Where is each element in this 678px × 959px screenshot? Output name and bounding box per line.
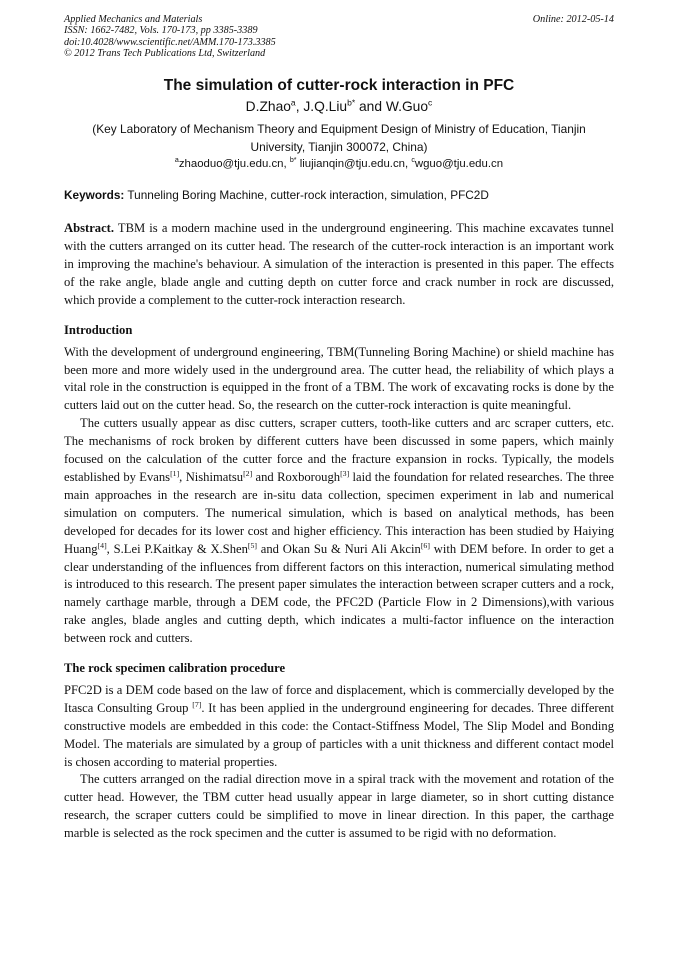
copyright-line: © 2012 Trans Tech Publications Ltd, Switzerland bbox=[64, 47, 266, 59]
email-address[interactable]: liujianqin@tju.edu.cn bbox=[296, 158, 405, 171]
email-list bbox=[64, 156, 614, 173]
citation-ref: [7] bbox=[192, 699, 202, 709]
online-date: Online: 2012-05-14 bbox=[532, 14, 614, 25]
paragraph-text: and Roxborough bbox=[252, 469, 341, 484]
citation-ref: [4] bbox=[97, 540, 107, 550]
paragraph-text: , S.Lei P.Kaitkay & X.Shen bbox=[106, 541, 248, 556]
author-list bbox=[64, 97, 614, 117]
paragraph: The cutters arranged on the radial direction move in a spiral track with the movement and rotation of the cutter head. However, the TBM cutter head usually appear in large diameter, so in short cutting distance research, the scraper cutters could be simplified to move in linear direction. In this paper, the carthage marble is selected as the rock specimen and the cutter is assumed to be rigid with no deformation. bbox=[64, 772, 614, 841]
abstract bbox=[64, 220, 614, 310]
paragraph: With the development of underground engineering, TBM(Tunneling Boring Machine) or shield machine has been more and more widely used in the underground area. The cutter head, the reliability of which plays a vital role in the construction is equipped in the front of a TBM. The work of excavating rocks is done by the cutters laid out on the cutter head. So, the research on the cutter-rock interaction is quite meaningful. bbox=[64, 344, 614, 413]
paragraph-text: , Nishimatsu bbox=[179, 469, 244, 484]
issn-line: ISSN: 1662-7482, Vols. 170-173, pp 3385-3389 bbox=[64, 25, 258, 37]
introduction-section bbox=[64, 344, 614, 648]
author-name: D.Zhao bbox=[245, 99, 291, 115]
paragraph-text: . It has been applied in the underground engineering for decades. Three different constructive models are embedded in this code: the Contact-Stiffness Model, The Slip Model and Bonding Model. The materials are simulated by a group of particles with a unit thickness and different contact model is chosen according to material properties. bbox=[64, 700, 614, 769]
section-heading-calibration: The rock specimen calibration procedure bbox=[64, 661, 286, 676]
section-heading-introduction: Introduction bbox=[64, 322, 133, 337]
citation-ref: [2] bbox=[243, 468, 253, 478]
email-address[interactable]: zhaoduo@tju.edu.cn bbox=[178, 158, 284, 171]
email-separator: , bbox=[283, 158, 290, 171]
keywords-text: Tunneling Boring Machine, cutter-rock interaction, simulation, PFC2D bbox=[124, 188, 489, 203]
paragraph-text: laid the foundation for related researches. The three main approaches in the research are in-situ data collection, specimen experiment in lab and numerical simulation on computers. The numerical simulation, which is based on analytical methods, has been developed for decades for its lower cost and higher efficiency. This interaction has been studied by Haiying Huang bbox=[64, 469, 615, 556]
author-name: J.Q.Liu bbox=[303, 99, 348, 115]
paragraph-text: PFC2D is a DEM code based on the law of force and displacement, which is commercially developed by the Itasca Consulting Group bbox=[64, 682, 614, 715]
affiliation: (Key Laboratory of Mechanism Theory and Equipment Design of Ministry of Education, Tianjin University, Tianjin 300072, China) bbox=[92, 122, 586, 154]
abstract-label: Abstract. bbox=[64, 221, 115, 236]
paragraph bbox=[64, 415, 614, 648]
author-separator: , bbox=[295, 99, 304, 115]
citation-ref: [1] bbox=[170, 468, 180, 478]
journal-name: Applied Mechanics and Materials bbox=[64, 14, 203, 25]
author-name: W.Guo bbox=[385, 99, 429, 115]
citation-ref: [5] bbox=[247, 540, 257, 550]
calibration-section bbox=[64, 682, 614, 843]
email-superscript: c bbox=[411, 157, 415, 165]
author-superscript: a bbox=[290, 97, 296, 108]
author-superscript: c bbox=[428, 97, 433, 108]
keywords bbox=[64, 187, 614, 203]
email-address[interactable]: wguo@tju.edu.cn bbox=[414, 158, 504, 171]
email-superscript: b* bbox=[289, 157, 297, 165]
paragraph-text: The cutters usually appear as disc cutters, scraper cutters, tooth-like cutters and arc scraper cutters, etc. The mechanisms of rock broken by different cutters have been discussed in some papers, which mainly focused on the calculation of the cutter force and the fracture expansion in rocks. Typically, the models established by Evans bbox=[64, 416, 614, 484]
email-superscript: a bbox=[174, 157, 179, 165]
author-separator: and bbox=[355, 99, 386, 115]
paper-title: The simulation of cutter-rock interaction in PFC bbox=[163, 77, 515, 95]
paragraph bbox=[64, 682, 614, 772]
author-superscript: b* bbox=[347, 97, 356, 108]
citation-ref: [3] bbox=[340, 468, 350, 478]
doi-line: doi:10.4028/www.scientific.net/AMM.170-173.3385 bbox=[64, 36, 276, 48]
paragraph-text: and Okan Su & Nuri Ali Akcin bbox=[256, 541, 421, 556]
citation-ref: [6] bbox=[420, 540, 430, 550]
paragraph-text: with DEM before. In order to get a clear understanding of the influences from different factors on this interaction, numerical simulating method is introduced to this research. The present paper simulates the interaction between scraper cutters and a rock, namely carthage marble, through a DEM code, the PFC2D (Particle Flow in 2 Dimensions),with various rake angles, blade angles and cutting depth, which indicates a multi-factor influence on the interaction between rock and cutters. bbox=[64, 541, 614, 646]
keywords-label: Keywords: bbox=[64, 188, 125, 203]
journal-header bbox=[64, 14, 614, 59]
email-separator: , bbox=[404, 158, 412, 171]
abstract-text: TBM is a modern machine used in the underground engineering. This machine excavates tunnel with the cutters arranged on its cutter head. The research of the cutter-rock interaction is an important work in improving the machine's behaviour. A simulation of the interaction is presented in this paper. The effects of the rake angle, blade angle and cutting depth on cutter force and crack number in rock are discussed, which provide a complement to the cutter-rock interaction research. bbox=[64, 221, 614, 307]
